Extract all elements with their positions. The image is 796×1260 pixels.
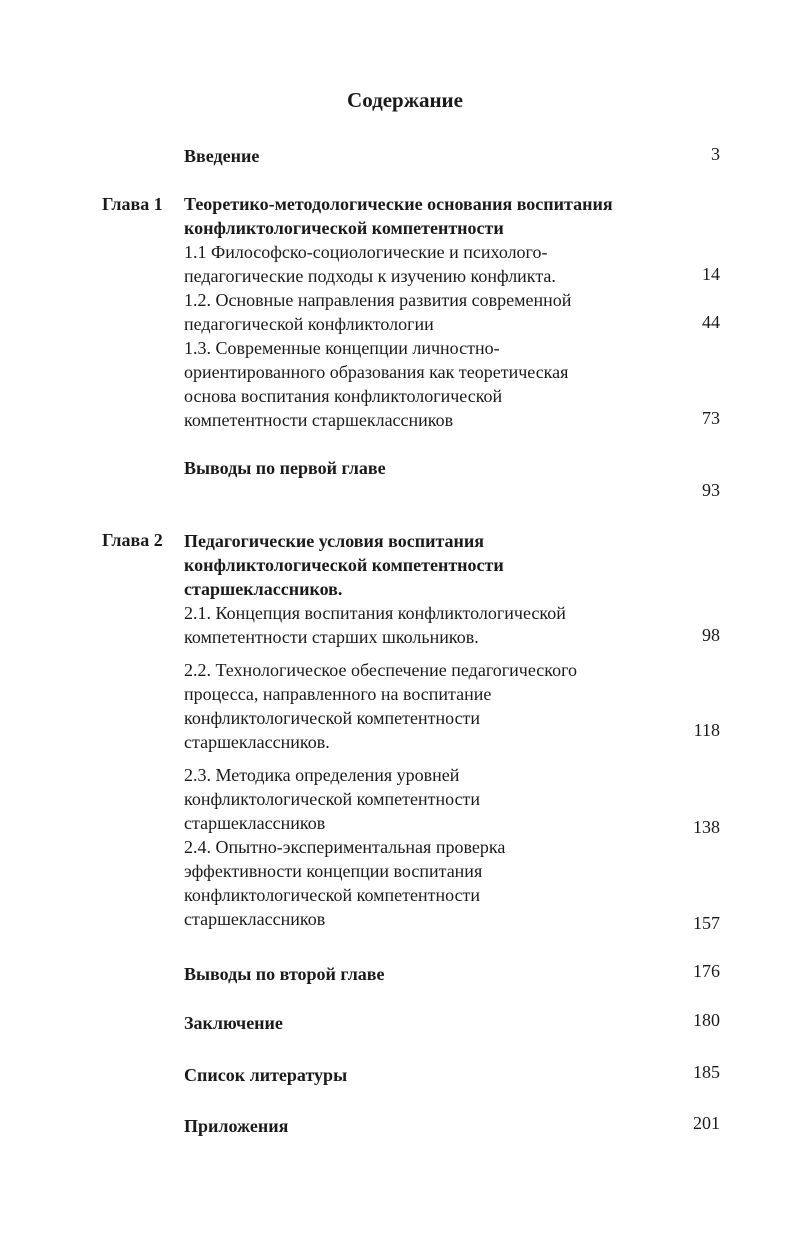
page-number-references: 185	[693, 1062, 720, 1082]
section-1-3-line-4: компетентности старшеклассников	[184, 410, 454, 430]
section-2-1-line-2: компетентности старших школьников.	[184, 627, 479, 647]
chapter-1-label: Глава 1	[102, 194, 163, 214]
section-2-2-line-1: 2.2. Технологическое обеспечение педагогического	[184, 660, 578, 680]
page-number-section-1-3: 73	[702, 408, 720, 428]
toc-entry-references: Список литературы	[184, 1065, 348, 1085]
section-2-4-line-4: старшеклассников	[184, 909, 326, 929]
toc-entry-introduction: Введение	[184, 146, 260, 166]
page-number-chapter-2-conclusion: 176	[693, 961, 720, 981]
page-number-conclusion: 180	[693, 1010, 720, 1030]
section-2-3-line-3: старшеклассников	[184, 813, 326, 833]
page-number-section-2-3: 138	[693, 817, 720, 837]
page-number-section-2-4: 157	[693, 913, 720, 933]
chapter-1-title-line-1: Теоретико-методологические основания воспитания	[184, 194, 613, 214]
section-2-4-line-2: эффективности концепции воспитания	[184, 861, 483, 881]
section-1-3-line-3: основа воспитания конфликтологической	[184, 386, 503, 406]
section-2-3-line-1: 2.3. Методика определения уровней	[184, 765, 460, 785]
section-1-1-line-2: педагогические подходы к изучению конфликта.	[184, 266, 556, 286]
section-2-2-line-3: конфликтологической компетентности	[184, 708, 481, 728]
chapter-2-title-line-2: конфликтологической компетентности	[184, 555, 504, 575]
page-number-chapter-1-conclusion: 93	[702, 480, 720, 500]
toc-entry-appendix: Приложения	[184, 1116, 289, 1136]
section-2-1-line-1: 2.1. Концепция воспитания конфликтологической	[184, 603, 566, 623]
section-1-2-line-1: 1.2. Основные направления развития современной	[184, 290, 572, 310]
chapter-2-label: Глава 2	[102, 530, 163, 550]
page-number-section-1-2: 44	[702, 312, 720, 332]
section-2-2-line-2: процесса, направленного на воспитание	[184, 684, 492, 704]
page-number-introduction: 3	[711, 144, 720, 164]
section-2-4-line-1: 2.4. Опытно-экспериментальная проверка	[184, 837, 506, 857]
page-number-section-2-2: 118	[693, 720, 720, 740]
page-number-appendix: 201	[693, 1113, 720, 1133]
section-1-2-line-2: педагогической конфликтологии	[184, 314, 434, 334]
section-2-2-line-4: старшеклассников.	[184, 732, 330, 752]
toc-title: Содержание	[347, 88, 463, 112]
section-1-1-line-1: 1.1 Философско-социологические и психолого-	[184, 242, 548, 262]
section-1-3-line-1: 1.3. Современные концепции личностно-	[184, 338, 500, 358]
section-2-4-line-3: конфликтологической компетентности	[184, 885, 481, 905]
section-1-3-line-2: ориентированного образования как теоретическая	[184, 362, 569, 382]
chapter-2-title-line-1: Педагогические условия воспитания	[184, 531, 484, 551]
page-number-section-2-1: 98	[702, 625, 720, 645]
chapter-1-title-line-2: конфликтологической компетентности	[184, 218, 504, 238]
page-number-section-1-1: 14	[702, 264, 720, 284]
chapter-2-title-line-3: старшеклассников.	[184, 579, 343, 599]
chapter-1-conclusion: Выводы по первой главе	[184, 458, 386, 478]
chapter-2-conclusion: Выводы по второй главе	[184, 964, 385, 984]
section-2-3-line-2: конфликтологической компетентности	[184, 789, 481, 809]
toc-entry-conclusion: Заключение	[184, 1013, 283, 1033]
